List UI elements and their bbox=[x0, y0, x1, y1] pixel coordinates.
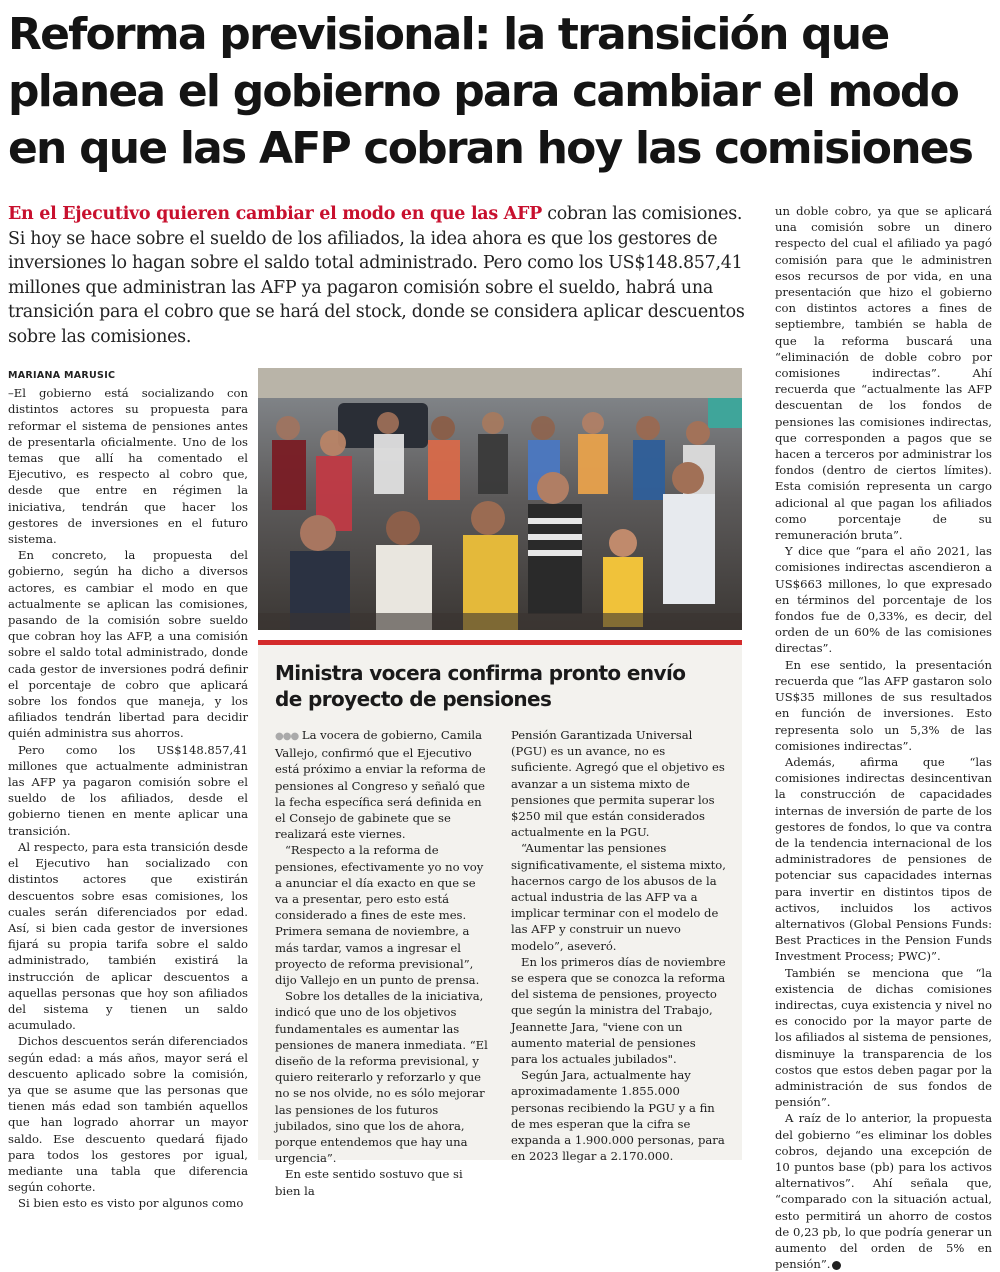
paragraph: Dichos descuentos serán diferenciados según edad: a más años, mayor será el descuento aplicado sobre la comisión, ya que se asume que las personas que tienen más edad son también aquellos que han logrado ahorrar un mayor saldo. Ese descuento quedará fijado para todos los gestores por igual, mediante una tabla que diferencia según cohorte. bbox=[8, 1034, 248, 1195]
paragraph: Pero como los US$148.857,41 millones que actualmente administran las AFP ya pagaron comisión sobre el sueldo de los afiliados, desde el gobierno tienen en mente aplicar una transición. bbox=[8, 742, 248, 838]
box-column-1 bbox=[275, 727, 490, 1199]
sidebar-box bbox=[258, 640, 742, 1198]
paragraph: –El gobierno está socializando con distintos actores su propuesta para reformar el sistema de pensiones antes de presentarla oficialmente. Uno de los temas que allí ha comentado el Ejecutivo, es respecto al cobro que, desde que entre en régimen la iniciativa, tendrán que hacer los gestores de inversiones en el futuro sistema. bbox=[8, 386, 248, 547]
paragraph: Y dice que “para el año 2021, las comisiones indirectas ascendieron a US$663 millones, lo que expresado en términos del porcentaje de los fondos fue de 0,33%, es decir, del orden de un 60% de las comisiones directas”. bbox=[775, 544, 992, 656]
paragraph: También se menciona que “la existencia de dichas comisiones indirectas, cuya existencia y nivel no es conocido por la mayor parte de los afiliados al sistema de pensiones, disminuye la transparencia de los costos que estos deben pagar por la administración de sus fondos de pensión”. bbox=[775, 965, 992, 1110]
lead-text: cobran las comisiones. Si hoy se hace sobre el sueldo de los afiliados, la idea ahora es que los gestores de inversiones lo hagan sobre el saldo total administrado. Pero como los US$148.857,41 millones que administran las AFP ya pagaron comisión sobre el sueldo, habrá una transición para el cobro que se hará del stock, donde se considera aplicar descuentos sobre las comisiones. bbox=[8, 204, 745, 347]
left-column bbox=[8, 368, 248, 1212]
paragraph: Según Jara, actualmente hay aproximadamente 1.855.000 personas recibiendo la PGU y a fin de mes esperan que la cifra se expanda a 1.900.000 personas, para en 2023 llegar a 2.170.000. bbox=[511, 1068, 725, 1164]
right-column bbox=[775, 203, 992, 1272]
bullet-dots-icon: ●●● bbox=[275, 731, 299, 742]
paragraph: un doble cobro, ya que se aplicará una comisión sobre un dinero respecto del cual el afiliado ya pagó comisión para que le administren esos recursos de por vida, en una presentación que hizo el gobierno con distintos actores a fines de septiembre, también se habla de que la reforma buscará una “eliminación de doble cobro por comisiones indirectas”. Ahí recuerda que “actualmente las AFP descuentan de los fondos de pensiones las comisiones indirectas, que corresponden a pagos que se hacen a terceros por administrar los fondos (dentro de ciertos límites). Esta comisión representa un cargo adicional al que pagan los afiliados como porcentaje de su remuneración bruta”. bbox=[775, 204, 992, 543]
paragraph: En este sentido sostuvo que si bien la bbox=[275, 1167, 463, 1198]
paragraph: En los primeros días de noviembre se espera que se conozca la reforma del sistema de pensiones, proyecto que según la ministra del Trabajo, Jeannette Jara, "viene con un aumento material de pensiones para los actuales jubilados". bbox=[511, 954, 726, 1067]
paragraph: Al respecto, para esta transición desde el Ejecutivo han socializado con distintos actores que existirán descuentos sobre esas comisiones, los cuales serán diferenciados por edad. Así, si bien cada gestor de inversiones fijará su propia tarifa sobre el saldo administrado, también existirá la instrucción de aplicar descuentos a aquellas personas que hoy son afiliados del sistema y tienen un saldo acumulado. bbox=[8, 839, 248, 1033]
paragraph: En concreto, la propuesta del gobierno, según ha dicho a diversos actores, es cambiar el modo en que actualmente se aplican las comisiones, pasando de la comisión sobre sueldo que cobran hoy las AFP, a una comisión sobre el saldo total administrado, donde cada gestor de inversiones podrá definir el porcentaje de cobro que aplicará sobre los fondos que maneja, y los afiliados tendrán libertad para decidir quién administra sus ahorros. bbox=[8, 548, 248, 741]
box-title: Ministra vocera confirma pronto envío de proyecto de pensiones bbox=[275, 661, 686, 711]
paragraph bbox=[775, 1110, 992, 1272]
box-red-rule bbox=[258, 640, 742, 645]
paragraph-text: La vocera de gobierno, Camila Vallejo, confirmó que el Ejecutivo está próximo a enviar la reforma de pensiones al Congreso y señaló que la fecha específica será definida en el Consejo de gabinete que se realizará este viernes. bbox=[275, 728, 486, 842]
box-column-2 bbox=[511, 727, 726, 1164]
end-of-article-icon bbox=[832, 1261, 841, 1270]
lead-highlight: En el Ejecutivo quieren cambiar el modo en que las AFP bbox=[8, 204, 542, 224]
paragraph: “Aumentar las pensiones significativamente, el sistema mixto, hacernos cargo de los abusos de la actual industria de las AFP va a implicar terminar con el modelo de las AFP y construir un nuevo modelo”, aseveró. bbox=[511, 841, 726, 953]
paragraph-text: A raíz de lo anterior, la propuesta del gobierno “es eliminar los dobles cobros, dejando una excepción de 10 puntos base (pb) para los activos alternativos”. Ahí señala que, “comparado con la situación actual, esto permitirá un ahorro de costos de 0,23 pb, lo que podría generar un aumento del orden de 5% en pensión”. bbox=[775, 1111, 992, 1272]
article-lead bbox=[8, 202, 763, 349]
paragraph bbox=[275, 727, 490, 842]
paragraph: Además, afirma que “las comisiones indirectas desincentivan la construcción de capacidades internas de inversión de parte de los gestores de fondos, lo que va contra de la tendencia internacional de los administradores de pensiones de potenciar sus capacidades internas para invertir en distintos tipos de activos, incluidos los activos alternativos (Global Pensions Funds: Best Practices in the Pension Funds Investment Process; PWC)”. bbox=[775, 754, 992, 964]
paragraph: Sobre los detalles de la iniciativa, indicó que uno de los objetivos fundamentales es aumentar las pensiones de manera inmediata. “El diseño de la reforma previsional, y quiero reiterarlo y reforzarlo y que no se nos olvide, no es sólo mejorar las pensiones de los futuros jubilados, sino que los de ahora, porque entendemos que hay una urgencia”. bbox=[275, 989, 488, 1166]
crowd-photo bbox=[258, 368, 742, 630]
paragraph: En ese sentido, la presentación recuerda que “las AFP gastaron solo US$35 millones de sus resultados en función de inversiones. Esto representa solo un 5,3% de las comisiones indirectas”. bbox=[775, 657, 992, 753]
crowd-photo-illustration bbox=[258, 368, 742, 630]
author-byline: MARIANA MARUSIC bbox=[8, 370, 116, 381]
article-headline: Reforma previsional: la transición que planea el gobierno para cambiar el modo en que las AFP cobran hoy las comisiones bbox=[8, 9, 973, 174]
paragraph: Si bien esto es visto por algunos como bbox=[18, 1196, 244, 1211]
paragraph: “Respecto a la reforma de pensiones, efectivamente yo no voy a anunciar el día exacto en que se va a presentar, pero esto está considerado a fines de este mes. Primera semana de noviembre, a más tardar, vamos a ingresar el proyecto de reforma previsional”, dijo Vallejo en un punto de prensa. bbox=[275, 843, 484, 988]
paragraph: Pensión Garantizada Universal (PGU) es un avance, no es suficiente. Agregó que el objetivo es avanzar a un sistema mixto de pensiones que permita superar los $250 mil que están considerados actualmente en la PGU. bbox=[511, 728, 725, 840]
